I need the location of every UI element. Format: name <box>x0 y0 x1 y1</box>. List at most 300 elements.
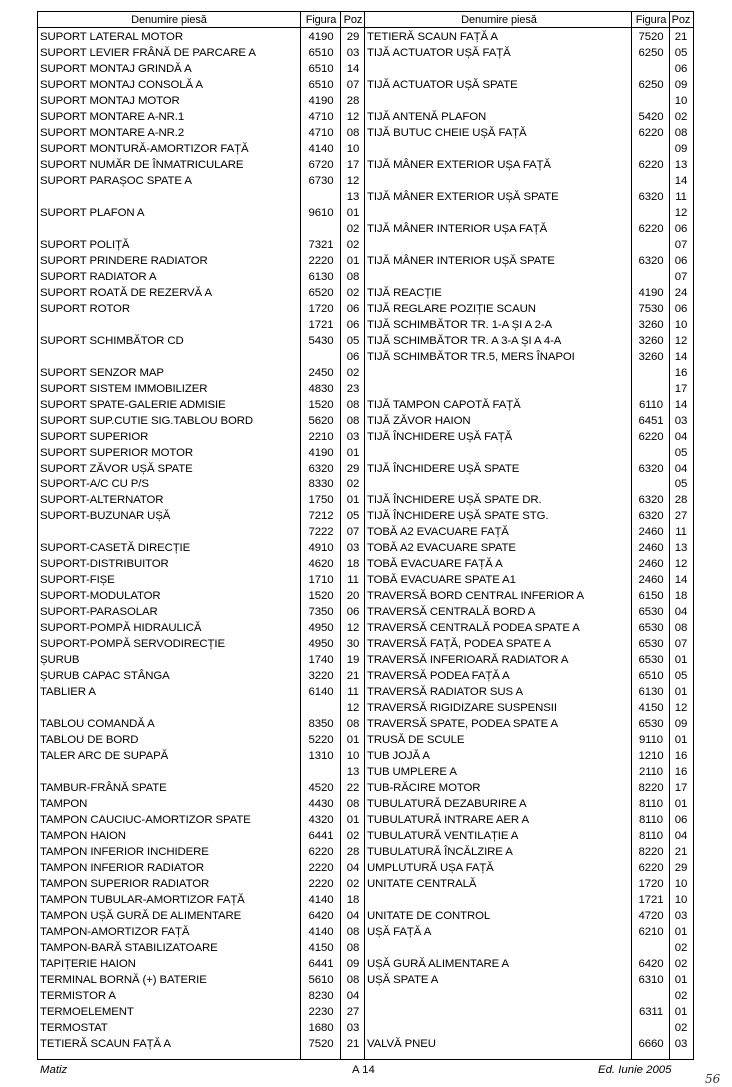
part-name-right: UȘĂ FAȚĂ A <box>367 925 432 938</box>
part-name-right: TOBĂ EVACUARE SPATE A1 <box>367 574 516 587</box>
part-name-left: SUPORT SUPERIOR MOTOR <box>40 446 193 459</box>
figure-left: 4140 <box>308 142 334 155</box>
figure-left: 4430 <box>308 798 334 810</box>
part-name-right: TUB JOJĂ A <box>367 750 430 763</box>
position-left: 20 <box>346 590 360 603</box>
table-row <box>38 349 693 365</box>
figure-left: 4710 <box>308 126 334 139</box>
position-left: 03 <box>346 430 360 443</box>
figure-right <box>633 205 669 221</box>
table-row <box>38 1004 693 1020</box>
figure-left: 7222 <box>308 526 334 539</box>
part-name-left: TAMPON-BARĂ STABILIZATOARE <box>40 941 218 954</box>
figure-left: 6720 <box>308 158 334 171</box>
figure-right: 6220 <box>638 222 664 235</box>
table-row <box>38 365 693 381</box>
table-row <box>38 828 693 844</box>
position-left: 04 <box>346 989 360 1002</box>
figure-right: 6451 <box>638 414 664 427</box>
figure-right: 2460 <box>638 542 664 555</box>
header-poz-left: Poz <box>343 14 363 26</box>
figure-right: 6530 <box>638 654 664 667</box>
figure-right: 6220 <box>638 862 664 874</box>
part-name-right: TRAVERSĂ CENTRALĂ PODEA SPATE A <box>367 622 580 635</box>
position-left: 04 <box>346 909 360 922</box>
figure-right: 2460 <box>638 558 664 571</box>
figure-right: 8110 <box>638 830 664 842</box>
table-row <box>38 333 693 349</box>
position-left: 08 <box>346 973 360 986</box>
position-right: 12 <box>674 558 688 571</box>
part-name-right <box>367 988 633 1004</box>
table-row <box>38 125 693 141</box>
position-left: 06 <box>346 606 360 619</box>
position-left: 11 <box>347 686 359 699</box>
figure-left <box>302 700 340 716</box>
position-left: 08 <box>346 414 360 427</box>
position-right: 05 <box>674 478 688 491</box>
part-name-right: UNITATE DE CONTROL <box>367 909 491 922</box>
position-right: 04 <box>674 830 688 842</box>
part-name-right: TIJĂ TAMPON CAPOTĂ FAȚĂ <box>367 398 521 411</box>
part-name-left: SUPORT-ALTERNATOR <box>40 494 164 507</box>
figure-right: 6130 <box>638 686 664 699</box>
position-left: 01 <box>346 254 360 267</box>
part-name-right: TRAVERSĂ PODEA FAȚĂ A <box>367 670 510 683</box>
part-name-left: TAMPON INFERIOR INCHIDERE <box>40 846 209 858</box>
table-row <box>38 429 693 445</box>
figure-right <box>633 988 669 1004</box>
part-name-left: SUPORT ROTOR <box>40 302 130 315</box>
table-row <box>38 556 693 572</box>
part-name-right <box>367 476 633 492</box>
figure-right <box>633 1020 669 1036</box>
part-name-left: SUPORT ROATĂ DE REZERVĂ A <box>40 286 212 299</box>
position-left: 02 <box>346 877 360 890</box>
table-row <box>38 508 693 524</box>
table-row <box>38 29 693 45</box>
table-row <box>38 620 693 636</box>
position-right: 24 <box>674 286 688 299</box>
part-name-left: SUPORT POLIȚĂ <box>40 238 130 251</box>
position-right: 07 <box>674 238 688 251</box>
position-right: 11 <box>675 190 687 203</box>
header-name-left: Denumire piesă <box>131 14 207 26</box>
figure-left: 6510 <box>308 47 334 59</box>
position-left: 06 <box>346 318 360 331</box>
part-name-left: TALER ARC DE SUPAPĂ <box>40 750 169 763</box>
position-right: 02 <box>674 989 688 1002</box>
figure-left: 6730 <box>308 174 334 187</box>
part-name-left: TERMOSTAT <box>40 1021 108 1034</box>
figure-left: 1680 <box>308 1021 334 1034</box>
table-row <box>38 972 693 988</box>
position-right: 05 <box>674 670 688 683</box>
position-right: 10 <box>674 877 688 890</box>
part-name-right: TUBULATURĂ VENTILAȚIE A <box>367 830 519 842</box>
part-name-left: TABLOU DE BORD <box>40 734 139 747</box>
part-name-right <box>367 93 633 109</box>
position-left: 09 <box>346 957 360 970</box>
part-name-left: SUPORT SPATE-GALERIE ADMISIE <box>40 398 226 411</box>
figure-left: 6320 <box>308 462 334 475</box>
position-right: 14 <box>674 174 688 187</box>
part-name-right: TIJĂ REGLARE POZIȚIE SCAUN <box>367 302 536 315</box>
figure-right <box>633 381 669 397</box>
position-left: 01 <box>346 446 360 459</box>
table-row <box>38 221 693 237</box>
position-left: 04 <box>346 862 360 874</box>
figure-right: 6250 <box>638 78 664 91</box>
table-row <box>38 189 693 205</box>
part-name-left: SUPORT SCHIMBĂTOR CD <box>40 334 184 347</box>
part-name-left: SUPORT PRINDERE RADIATOR <box>40 254 208 267</box>
table-row <box>38 397 693 413</box>
position-right: 03 <box>674 414 688 427</box>
part-name-right: TIJĂ ZĂVOR HAION <box>367 414 471 427</box>
part-name-left: TAPIȚERIE HAION <box>40 957 136 970</box>
table-row <box>38 700 693 716</box>
table-row <box>38 492 693 508</box>
table-row <box>38 716 693 732</box>
part-name-left: TABLIER A <box>40 686 96 699</box>
position-right: 01 <box>674 925 688 938</box>
figure-left: 2220 <box>308 877 334 890</box>
figure-right <box>633 476 669 492</box>
figure-left <box>302 189 340 205</box>
part-name-left: SUPORT MONTURĂ-AMORTIZOR FAȚĂ <box>40 142 249 155</box>
figure-left: 6220 <box>308 846 334 858</box>
figure-left: 1740 <box>308 654 334 667</box>
position-left: 27 <box>346 1005 360 1018</box>
footer-model: Matiz <box>40 1064 68 1076</box>
part-name-left: SUPORT PARAȘOC SPATE A <box>40 174 192 187</box>
position-left: 02 <box>346 238 360 251</box>
part-name-right: TRAVERSĂ SPATE, PODEA SPATE A <box>367 718 559 731</box>
position-left: 22 <box>346 782 360 795</box>
position-left: 02 <box>346 830 360 842</box>
figure-left: 4950 <box>308 638 334 651</box>
position-right: 08 <box>674 126 688 139</box>
part-name-right: TIJĂ SCHIMBĂTOR TR. 1-A ȘI A 2-A <box>367 318 553 331</box>
part-name-right: TRUSĂ DE SCULE <box>367 734 465 747</box>
part-name-left: TERMINAL BORNĂ (+) BATERIE <box>40 973 207 986</box>
part-name-left <box>40 349 300 365</box>
position-right: 18 <box>674 590 688 603</box>
figure-right <box>633 940 669 956</box>
figure-right: 6210 <box>638 925 664 938</box>
figure-left: 6510 <box>308 63 334 75</box>
table-row <box>38 237 693 253</box>
part-name-left: TERMISTOR A <box>40 989 116 1002</box>
figure-left: 4620 <box>308 558 334 571</box>
table-row <box>38 317 693 333</box>
position-right: 01 <box>674 734 688 747</box>
figure-right: 2110 <box>638 766 664 779</box>
figure-right: 4150 <box>638 702 664 715</box>
figure-right: 4190 <box>638 286 664 299</box>
figure-left: 2450 <box>308 366 334 379</box>
position-right: 07 <box>674 638 688 651</box>
part-name-right: TIJĂ MÂNER INTERIOR UȘĂ SPATE <box>367 254 555 267</box>
figure-left: 1720 <box>308 302 334 315</box>
figure-left: 2230 <box>308 1005 334 1018</box>
figure-left <box>302 349 340 365</box>
figure-right: 2460 <box>638 574 664 587</box>
table-row <box>38 636 693 652</box>
figure-left: 6510 <box>308 78 334 91</box>
position-right: 04 <box>674 462 688 475</box>
position-right: 14 <box>674 574 688 587</box>
position-left: 06 <box>346 350 360 363</box>
part-name-right <box>367 381 633 397</box>
figure-right: 6660 <box>638 1037 664 1050</box>
part-name-right <box>367 940 633 956</box>
table-row <box>38 1036 693 1052</box>
part-name-left: ȘURUB <box>40 654 80 667</box>
figure-left: 3220 <box>308 670 334 683</box>
figure-right: 6320 <box>638 190 664 203</box>
part-name-right: TRAVERSĂ BORD CENTRAL INFERIOR A <box>367 590 585 603</box>
figure-right: 6320 <box>638 462 664 475</box>
part-name-right: TIJĂ MÂNER EXTERIOR UȘĂ SPATE <box>367 190 559 203</box>
position-left: 06 <box>346 302 360 315</box>
position-left: 18 <box>346 893 360 906</box>
part-name-left: TAMBUR-FRÂNĂ SPATE <box>40 782 167 795</box>
figure-left: 7321 <box>308 238 334 251</box>
figure-left: 4950 <box>308 622 334 635</box>
table-row <box>38 732 693 748</box>
part-name-right: TUB UMPLERE A <box>367 766 457 779</box>
figure-left: 4320 <box>308 814 334 826</box>
position-left: 05 <box>346 510 360 523</box>
figure-right <box>633 61 669 77</box>
part-name-left: TAMPON <box>40 798 88 810</box>
figure-left: 4910 <box>308 542 334 555</box>
position-right: 14 <box>674 398 688 411</box>
part-name-left: SUPORT LEVIER FRÂNĂ DE PARCARE A <box>40 47 256 59</box>
table-row <box>38 445 693 461</box>
figure-right: 7520 <box>638 31 664 43</box>
position-left: 29 <box>346 31 360 43</box>
figure-left <box>302 764 340 780</box>
part-name-right <box>367 237 633 253</box>
part-name-left: SUPORT SENZOR MAP <box>40 366 164 379</box>
part-name-left: SUPORT LATERAL MOTOR <box>40 31 183 43</box>
part-name-right: TRAVERSĂ RIGIDIZARE SUSPENSII <box>367 702 557 715</box>
position-right: 07 <box>674 270 688 283</box>
figure-right: 6150 <box>638 590 664 603</box>
part-name-left: SUPORT MONTARE A-NR.2 <box>40 126 185 139</box>
part-name-right <box>367 141 633 157</box>
part-name-left: SUPORT MONTARE A-NR.1 <box>40 110 185 123</box>
part-name-left <box>40 189 300 205</box>
figure-right: 6250 <box>638 47 664 59</box>
part-name-left: SUPORT NUMĂR DE ÎNMATRICULARE <box>40 158 244 171</box>
figure-right: 8110 <box>638 814 664 826</box>
table-row <box>38 540 693 556</box>
table-row <box>38 668 693 684</box>
position-right: 02 <box>674 941 688 954</box>
part-name-left: SUPORT-POMPĂ HIDRAULICĂ <box>40 622 202 635</box>
position-left: 08 <box>346 941 360 954</box>
table-row <box>38 780 693 796</box>
figure-left: 4520 <box>308 782 334 795</box>
position-right: 03 <box>674 909 688 922</box>
part-name-right: TIJĂ REACȚIE <box>367 286 442 299</box>
position-left: 08 <box>346 718 360 731</box>
figure-right: 6311 <box>638 1005 664 1018</box>
position-left: 07 <box>346 526 360 539</box>
figure-left: 6130 <box>308 270 334 283</box>
position-left: 02 <box>346 478 360 491</box>
part-name-right: TIJĂ ÎNCHIDERE UȘĂ SPATE DR. <box>367 494 542 507</box>
position-left: 05 <box>346 334 360 347</box>
part-name-left <box>40 221 300 237</box>
part-name-left: TAMPON HAION <box>40 830 126 842</box>
figure-left: 4190 <box>308 31 334 43</box>
figure-left <box>302 221 340 237</box>
position-right: 06 <box>674 63 688 75</box>
table-row <box>38 253 693 269</box>
table-row <box>38 812 693 828</box>
position-left: 13 <box>346 766 360 779</box>
position-right: 21 <box>674 846 688 858</box>
figure-right <box>633 445 669 461</box>
part-name-right <box>367 61 633 77</box>
position-left: 11 <box>347 574 359 587</box>
figure-right: 6320 <box>638 494 664 507</box>
figure-right: 6530 <box>638 622 664 635</box>
position-right: 12 <box>674 702 688 715</box>
part-name-right: UNITATE CENTRALĂ <box>367 877 477 890</box>
part-name-left: SUPORT PLAFON A <box>40 206 145 219</box>
figure-left: 5620 <box>308 414 334 427</box>
part-name-left: TETIERĂ SCAUN FAȚĂ A <box>40 1037 171 1050</box>
table-row <box>38 61 693 77</box>
figure-right: 6220 <box>638 430 664 443</box>
part-name-left <box>40 317 300 333</box>
position-right: 06 <box>674 222 688 235</box>
position-right: 05 <box>674 47 688 59</box>
position-right: 01 <box>674 654 688 667</box>
part-name-right: TIJĂ BUTUC CHEIE UȘĂ FAȚĂ <box>367 126 527 139</box>
part-name-right: TRAVERSĂ FAȚĂ, PODEA SPATE A <box>367 638 551 651</box>
position-left: 03 <box>346 1021 360 1034</box>
position-right: 16 <box>674 766 688 779</box>
figure-right: 6530 <box>638 606 664 619</box>
position-left: 28 <box>346 94 360 107</box>
figure-right: 6320 <box>638 254 664 267</box>
figure-left: 8230 <box>308 989 334 1002</box>
figure-left: 8350 <box>308 718 334 731</box>
figure-right: 1210 <box>638 750 664 763</box>
figure-right: 6310 <box>638 973 664 986</box>
table-row <box>38 588 693 604</box>
table-row <box>38 157 693 173</box>
part-name-right: TUBULATURĂ DEZABURIRE A <box>367 798 527 810</box>
figure-right <box>633 365 669 381</box>
position-left: 12 <box>346 622 360 635</box>
table-row <box>38 476 693 492</box>
part-name-left: SUPORT SISTEM IMMOBILIZER <box>40 382 208 395</box>
part-name-right: TIJĂ ÎNCHIDERE UȘĂ SPATE STG. <box>367 510 549 523</box>
table-row <box>38 940 693 956</box>
table-row <box>38 524 693 540</box>
part-name-left: SUPORT-MODULATOR <box>40 590 161 603</box>
part-name-right: TUBULATURĂ INTRARE AER A <box>367 814 529 826</box>
position-left: 02 <box>346 286 360 299</box>
part-name-right <box>367 365 633 381</box>
table-row <box>38 988 693 1004</box>
part-name-left: TAMPON TUBULAR-AMORTIZOR FAȚĂ <box>40 893 245 906</box>
figure-left: 8330 <box>308 478 334 491</box>
part-name-right: TOBĂ A2 EVACUARE FAȚĂ <box>367 526 509 539</box>
part-name-left: SUPORT SUPERIOR <box>40 430 149 443</box>
figure-right: 9110 <box>638 734 664 747</box>
part-name-right: TIJĂ ANTENĂ PLAFON <box>367 110 487 123</box>
part-name-right: TUB-RĂCIRE MOTOR <box>367 782 481 795</box>
table-row <box>38 1020 693 1036</box>
part-name-left: SUPORT-DISTRIBUITOR <box>40 558 169 571</box>
part-name-left: SUPORT-BUZUNAR UȘĂ <box>40 510 171 523</box>
position-right: 02 <box>674 1021 688 1034</box>
figure-left: 4140 <box>308 893 334 906</box>
position-left: 03 <box>346 542 360 555</box>
header-figura-left: Figura <box>305 14 337 26</box>
position-left: 03 <box>346 47 360 59</box>
position-left: 17 <box>346 158 360 171</box>
position-left: 21 <box>346 1037 360 1050</box>
figure-left: 6441 <box>308 957 334 970</box>
part-name-left: SUPORT-FIȘE <box>40 574 115 587</box>
figure-left: 1721 <box>308 318 334 331</box>
table-row <box>38 796 693 812</box>
part-name-left: TAMPON-AMORTIZOR FAȚĂ <box>40 925 190 938</box>
part-name-right: UȘĂ SPATE A <box>367 973 439 986</box>
footer-edition: Ed. Iunie 2005 <box>598 1064 672 1076</box>
figure-right: 6320 <box>638 510 664 523</box>
part-name-left: TAMPON INFERIOR RADIATOR <box>40 862 205 874</box>
footer-page: A 14 <box>352 1064 375 1076</box>
part-name-right <box>367 1004 633 1020</box>
position-left: 08 <box>346 270 360 283</box>
table-row <box>38 269 693 285</box>
part-name-right: VALVĂ PNEU <box>367 1037 436 1050</box>
figure-left: 1520 <box>308 398 334 411</box>
position-right: 28 <box>674 494 688 507</box>
part-name-right: TOBĂ A2 EVACUARE SPATE <box>367 542 516 555</box>
table-row <box>38 604 693 620</box>
part-name-left: TAMPON UȘĂ GURĂ DE ALIMENTARE <box>40 909 242 922</box>
part-name-left <box>40 764 300 780</box>
figure-left: 5220 <box>308 734 334 747</box>
table-row <box>38 876 693 892</box>
figure-left: 7350 <box>308 606 334 619</box>
figure-right: 8110 <box>638 798 664 810</box>
position-right: 09 <box>674 718 688 731</box>
header-name-right: Denumire piesă <box>461 14 537 26</box>
position-right: 01 <box>674 686 688 699</box>
figure-right <box>633 141 669 157</box>
figure-right <box>633 173 669 189</box>
position-right: 17 <box>674 782 688 795</box>
figure-right: 1721 <box>638 893 664 906</box>
part-name-left: TABLOU COMANDĂ A <box>40 718 155 731</box>
part-name-left: SUPORT-PARASOLAR <box>40 606 158 619</box>
part-name-right: TIJĂ MÂNER INTERIOR UȘA FAȚĂ <box>367 222 548 235</box>
figure-left: 7520 <box>308 1037 334 1050</box>
